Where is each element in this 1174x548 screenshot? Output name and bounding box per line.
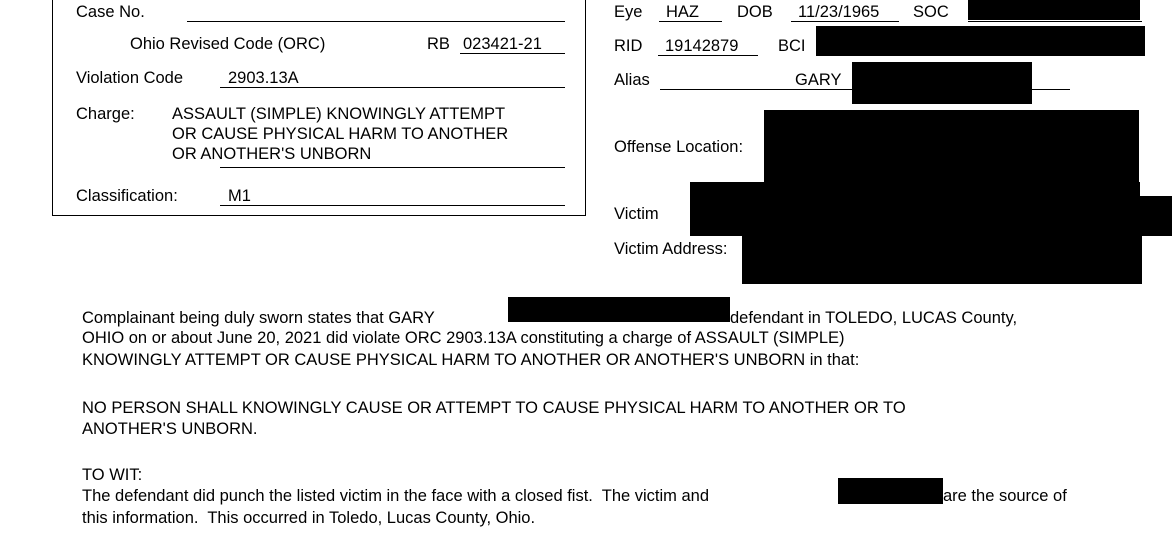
soc-label: SOC [913, 3, 949, 21]
towit-line-1b: are the source of [943, 487, 1067, 505]
charge-label: Charge: [76, 105, 135, 123]
charge-rule [220, 167, 565, 168]
bci-label: BCI [778, 37, 806, 55]
rb-value: 023421-21 [463, 35, 542, 53]
rb-label: RB [427, 35, 450, 53]
complaint-line-3: KNOWINGLY ATTEMPT OR CAUSE PHYSICAL HARM TO ANOTHER OR ANOTHER'S UNBORN in that: [82, 351, 860, 369]
classification-rule [220, 205, 565, 206]
charge-line-1: ASSAULT (SIMPLE) KNOWINGLY ATTEMPT [172, 105, 506, 123]
redaction-witness-name [838, 478, 943, 504]
redaction-offense-location [764, 110, 1139, 188]
statute-line-2: ANOTHER'S UNBORN. [82, 420, 258, 438]
rid-label: RID [614, 37, 643, 55]
alias-rule [660, 89, 1070, 90]
charge-line-3: OR ANOTHER'S UNBORN [172, 145, 372, 163]
bci-rule [816, 55, 1145, 56]
dob-rule [791, 21, 899, 22]
to-wit-label: TO WIT: [82, 466, 143, 484]
rid-rule [658, 55, 758, 56]
charge-line-2: OR CAUSE PHYSICAL HARM TO ANOTHER [172, 125, 509, 143]
towit-line-2: this information. This occurred in Toledo, Lucas County, Ohio. [82, 509, 536, 527]
victim-label: Victim [614, 205, 659, 223]
redaction-victim-address [742, 232, 1142, 284]
case-no-rule [187, 21, 565, 22]
rb-rule [460, 53, 565, 54]
orc-label: Ohio Revised Code (ORC) [130, 35, 326, 53]
violation-code-label: Violation Code [76, 69, 184, 87]
eye-value: HAZ [666, 3, 699, 21]
towit-line-1a: The defendant did punch the listed victim in the face with a closed fist. The victim and [82, 487, 710, 505]
dob-value: 11/23/1965 [798, 3, 880, 21]
redaction-victim [690, 196, 1172, 236]
redaction-soc [968, 0, 1140, 20]
redaction-bci [816, 26, 1145, 55]
statute-line-1: NO PERSON SHALL KNOWINGLY CAUSE OR ATTEMPT TO CAUSE PHYSICAL HARM TO ANOTHER OR TO [82, 399, 906, 417]
alias-value: GARY [795, 71, 842, 89]
victim-address-label: Victim Address: [614, 240, 728, 258]
classification-value: M1 [228, 187, 251, 205]
redaction-alias [852, 62, 1032, 104]
case-no-label: Case No. [76, 3, 145, 21]
complaint-line-1b: defendant in TOLEDO, LUCAS County, [730, 309, 1018, 327]
eye-label: Eye [614, 3, 643, 21]
alias-label: Alias [614, 71, 650, 89]
violation-code-value: 2903.13A [228, 69, 299, 87]
soc-rule [968, 21, 1142, 22]
eye-rule [659, 21, 722, 22]
rid-value: 19142879 [665, 37, 739, 55]
dob-label: DOB [737, 3, 773, 21]
complaint-line-1a: Complainant being duly sworn states that GARY [82, 309, 435, 327]
classification-label: Classification: [76, 187, 178, 205]
complaint-line-2: OHIO on or about June 20, 2021 did violate ORC 2903.13A constituting a charge of ASSAULT (SIMPLE) [82, 329, 845, 347]
violation-code-rule [220, 87, 565, 88]
redaction-defendant-name [508, 297, 730, 322]
offense-location-label: Offense Location: [614, 138, 744, 156]
